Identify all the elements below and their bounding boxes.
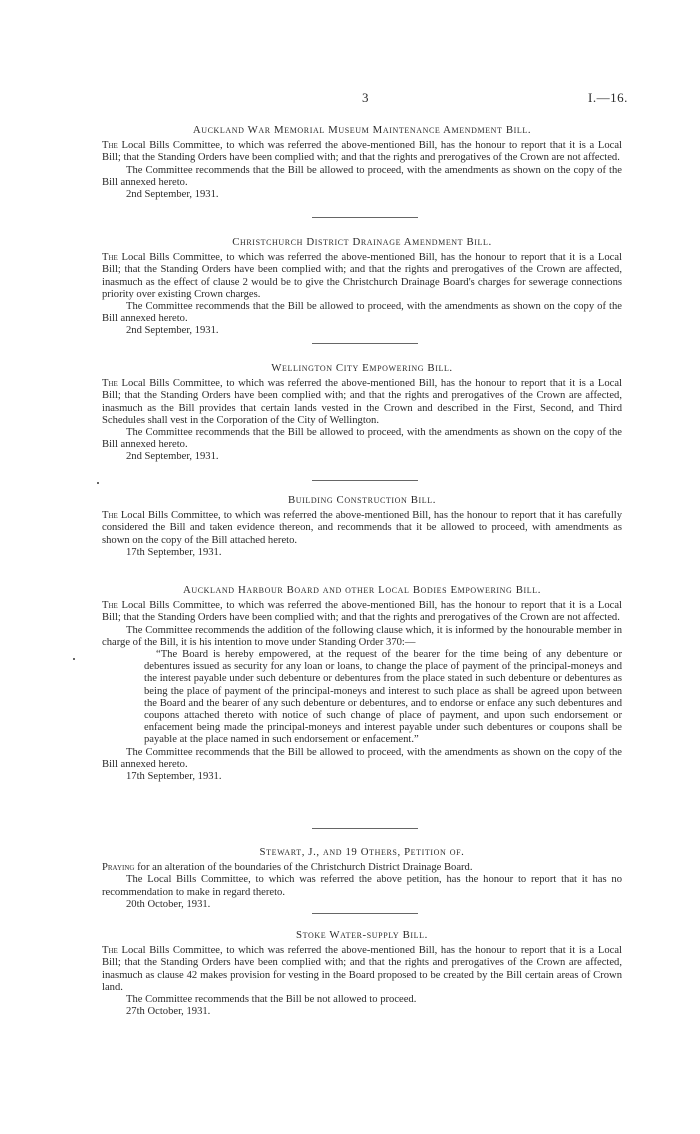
paragraph: Local Bills Committee, to which was referred the above-mentioned Bill, has the honour to report that it is a Local Bill; that the Standing Orders have been complied with; and that the rights and prerogatives of the Crown are affected, inasmuch as the effect of clause 2 would be to give the Christchurch Drainage Board's charges for sewerage connections priority over existing Crown charges. (102, 252, 623, 300)
paragraph: The Committee recommends that the Bill be allowed to proceed, with the amendments as shown on the copy of the Bill annexed hereto. (102, 427, 622, 451)
section-title: Auckland War Memorial Museum Maintenance Amendment Bill. (192, 124, 532, 136)
section-title: Stoke Water-supply Bill. (296, 929, 428, 941)
report-date: 2nd September, 1931. (126, 189, 219, 201)
paragraph: The Local Bills Committee, to which was referred the above petition, has the honour to report that it has no recommendation to make in regard thereto. (102, 874, 622, 898)
section-title: Stewart, J., and 19 Others, Petition of. (259, 846, 465, 858)
document-reference: I.—16. (588, 90, 628, 105)
report-date: 17th September, 1931. (126, 546, 222, 558)
section-divider (312, 480, 418, 481)
page-number: 3 (362, 90, 369, 105)
section-title: Auckland Harbour Board and other Local Bodies Empowering Bill. (182, 584, 542, 596)
report-date: 2nd September, 1931. (126, 451, 219, 463)
scan-mark (73, 658, 75, 660)
paragraph: The Committee recommends that the Bill be allowed to proceed, with the amendments as shown on the copy of the Bill annexed hereto. (102, 746, 622, 770)
lead-word: The (102, 600, 118, 612)
lead-word: Praying (102, 862, 135, 874)
paragraph: Local Bills Committee, to which was referred the above-mentioned Bill, has the honour to report that it is a Local Bill; that the Standing Orders have been complied with; and that the rights and prerogatives of the Crown are not affected. (102, 140, 623, 164)
lead-word: The (102, 378, 118, 390)
paragraph: Local Bills Committee, to which was referred the above-mentioned Bill, has the honour to report that it is a Local Bill; that the Standing Orders have been complied with; and that the rights and prerogatives of the Crown are affected, inasmuch as the Bill provides that certain lands vested in the Crown and described in the First, Second, and Third Schedules shall vest in the Corporation of the City of Wellington. (102, 378, 623, 426)
lead-word: The (102, 945, 118, 957)
quoted-clause-text: “The Board is hereby empowered, at the request of the bearer for the time being of any debenture or debentures issued as security for any loan or loans, to change the place of payment of the principal-moneys and the interest payable under such debenture or debentures from the place stated in such debenture or debentures as being the place of payment of the principal-moneys and interest to such place as shall be agreed upon between the Board and the bearer of any such debenture or debentures, and to endorse or enface any such debentures and coupons attached thereto with notice of such change of place of payment, and upon such endorsement or enfacement being made the principal-moneys and interest payable under such debentures or coupons shall be payable at the place named in such endorsement or enfacement.” (144, 649, 622, 746)
report-section (102, 494, 622, 559)
paragraph: Local Bills Committee, to which was referred the above-mentioned Bill, has the honour to report that it is a Local Bill; that the Standing Orders have been complied with; and that the rights and prerogatives of the Crown are affected, inasmuch as clause 42 makes provision for vesting in the Board proposed to be created by the Bill certain areas of Crown land. (102, 945, 623, 993)
report-section (102, 124, 622, 201)
section-divider (312, 343, 418, 344)
report-date: 2nd September, 1931. (126, 325, 219, 337)
report-date: 17th September, 1931. (126, 771, 222, 783)
paragraph: for an alteration of the boundaries of the Christchurch District Drainage Board. (137, 862, 473, 874)
report-date: 27th October, 1931. (126, 1006, 211, 1018)
section-title: Christchurch District Drainage Amendment Bill. (232, 236, 492, 248)
lead-word: The (102, 510, 118, 522)
report-section (102, 362, 622, 464)
section-title: Wellington City Empowering Bill. (271, 362, 453, 374)
paragraph: Local Bills Committee, to which was referred the above-mentioned Bill, has the honour to report that it has carefully considered the Bill and taken evidence thereon, and recommends that it be allowed to proceed, with amendments as shown on the copy of the Bill attached hereto. (102, 510, 623, 546)
section-title: Building Construction Bill. (287, 494, 437, 506)
paragraph: Local Bills Committee, to which was referred the above-mentioned Bill, has the honour to report that it is a Local Bill; that the Standing Orders have been complied with; and that the rights and prerogatives of the Crown are not affected. (102, 600, 623, 624)
quoted-clause (144, 649, 622, 747)
scan-mark (97, 482, 99, 484)
report-date: 20th October, 1931. (126, 898, 211, 910)
report-section (102, 236, 622, 338)
lead-word: The (102, 252, 118, 264)
paragraph: The Committee recommends the addition of the following clause which, it is informed by the honourable member in charge of the Bill, it is his intention to move under Standing Order 370:— (102, 624, 622, 648)
section-divider (312, 828, 418, 829)
report-section (102, 846, 622, 911)
section-divider (312, 913, 418, 914)
report-section (102, 929, 622, 1018)
section-divider (312, 217, 418, 218)
lead-word: The (102, 140, 118, 152)
paragraph: The Committee recommends that the Bill be allowed to proceed, with the amendments as shown on the copy of the Bill annexed hereto. (102, 164, 622, 188)
paragraph: The Committee recommends that the Bill be allowed to proceed, with the amendments as shown on the copy of the Bill annexed hereto. (102, 301, 622, 325)
paragraph: The Committee recommends that the Bill be not allowed to proceed. (126, 994, 417, 1006)
report-section (102, 584, 622, 783)
